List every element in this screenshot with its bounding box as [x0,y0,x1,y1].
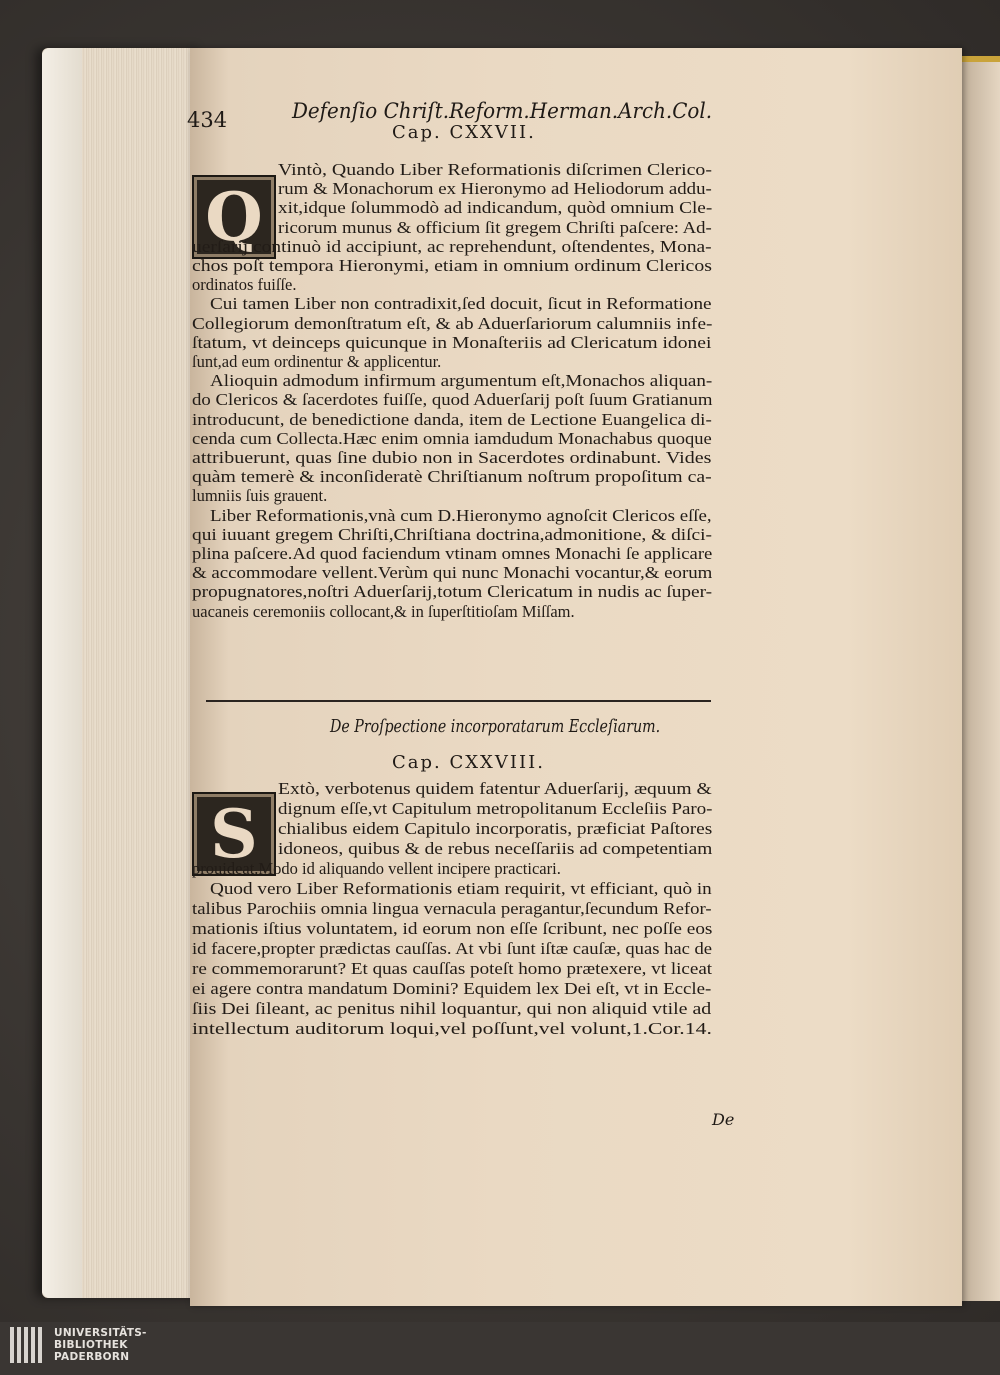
text-line: rum & Monachorum ex Hieronymo ad Heliodorum addu- [278,179,712,199]
text-line: attribuerunt, quas ſine dubio non in Sacerdotes ordinabunt. Vides [192,448,712,467]
book-binding [42,48,82,1298]
text-line: ricorum munus & officium ſit gregem Chriſti paſcere: Ad- [278,217,712,237]
section-title: De Proſpectione incorporatarum Eccleſiarum. [330,716,661,737]
text-line: ſunt,ad eum ordinentur & applicentur. [192,352,442,371]
text-line: ordinatos fuiſſe. [192,275,297,295]
text-line: Quod vero Liber Reformationis etiam requirit, vt efficiant, quò in [210,879,712,898]
library-logo-text [54,1327,147,1363]
text-line: Alioquin admodum infirmum argumentum eſt,Monachos aliquan- [210,371,713,391]
page-number: 434 [187,108,228,132]
logo-line: PADERBORN [54,1351,130,1363]
text-line: dignum eſſe,vt Capitulum metropolitanum Eccleſiis Paro- [278,799,713,818]
text-line: xit,idque ſolummodò ad indicandum, quòd omnium Cle- [278,198,713,218]
chapter-heading-127: Cap. CXXVII. [392,122,536,143]
text-line: propugnatores,noſtri Aduerſarij,totum Clericatum in nudis ac ſuper- [192,582,713,602]
running-head: Defenſio Chriſt.Reform.Herman.Arch.Col. [292,99,713,123]
text-line: introducunt, de benedictione danda, item de Lectione Euangelica di- [192,409,712,429]
text-line: Collegiorum demonſtratum eſt, & ab Aduerſariorum calumniis infe- [192,313,713,333]
text-line: cenda cum Collecta.Hæc enim omnia iamdudum Monachabus quoque [192,428,712,448]
logo-line: BIBLIOTHEK [54,1339,128,1351]
text-line: intellectum auditorum loqui,vel poſſunt,vel volunt,1.Cor.14. [192,1019,712,1038]
text-line: ſtatum, vt deinceps quicunque in Monaſteriis ad Clericatum idonei [192,332,712,352]
library-footer [0,1322,1000,1375]
text-line: prouideat.Modo id aliquando vellent incipere practicari. [192,859,561,878]
text-line: re commemorarunt? Et quas cauſſas poteſt homo prætexere, vt liceat [192,959,713,978]
text-line: Liber Reformationis,vnà cum D.Hieronymo agnoſcit Clericos eſſe, [210,505,712,525]
text-line: talibus Parochiis omnia lingua vernacula peragantur,ſecundum Refor- [192,899,712,918]
text-line: quàm temerè & inconſideratè Chriſtianum noſtrum propoſitum ca- [192,467,712,487]
bookmark-ribbon [962,56,1000,62]
text-line: plina paſcere.Ad quod faciendum vtinam omnes Monachi ſe applicare [192,544,713,563]
initial-letter-q: Q [205,178,263,256]
text-line: Cui tamen Liber non contradixit,ſed docuit, ſicut in Reformatione [210,294,712,314]
logo-line: UNIVERSITÄTS- [54,1327,147,1339]
text-line: Vintò, Quando Liber Reformationis diſcrimen Clerico- [278,160,712,179]
initial-letter-s: S [210,795,258,873]
text-line: Extò, verbotenus quidem fatentur Aduerſarij, æquum & [278,779,712,798]
text-line: uerſarij continuò id accipiunt, ac reprehendunt, oſtendentes, Mona- [192,236,712,256]
text-line: idoneos, quibus & de rebus neceſſariis ad competentiam [278,839,713,858]
catchword: De [712,1110,735,1129]
text-line: & accommodare vellent.Verùm qui nunc Monachi vocantur,& eorum [192,563,713,583]
text-line: id facere,propter prædictas cauſſas. At vbi ſunt iſtæ cauſæ, quas hac de [192,939,713,958]
text-line: chialibus eidem Capitulo incorporatis, præficiat Paſtores [278,819,713,838]
text-line: lumniis ſuis grauent. [192,486,328,506]
text-line: do Clericos & ſacerdotes fuiſſe, quod Aduerſarij poſt ſuum Gratianum [192,390,713,410]
text-line: uacaneis ceremoniis collocant,& in ſuperſtitioſam Miſſam. [192,601,575,621]
chapter-heading-128: Cap. CXXVIII. [392,752,545,773]
text-line: qui iuuant gregem Chriſti,Chriſtiana doctrina,admonitione, & diſci- [192,524,713,544]
facing-page-edge [960,56,1000,1301]
text-line: mationis iſtius voluntatem, id eorum non eſſe ſcribunt, nec poſſe eos [192,919,713,938]
text-line: ei agere contra mandatum Domini? Equidem lex Dei eſt, vt in Eccle- [192,979,712,998]
text-line: chos poſt tempora Hieronymi, etiam in omnium ordinum Clericos [192,256,712,275]
section-divider [206,700,711,702]
text-line: ſiis Dei ſileant, ac penitus nihil loquantur, qui non aliquid vtile ad [192,999,712,1018]
library-logo-icon [10,1327,46,1363]
